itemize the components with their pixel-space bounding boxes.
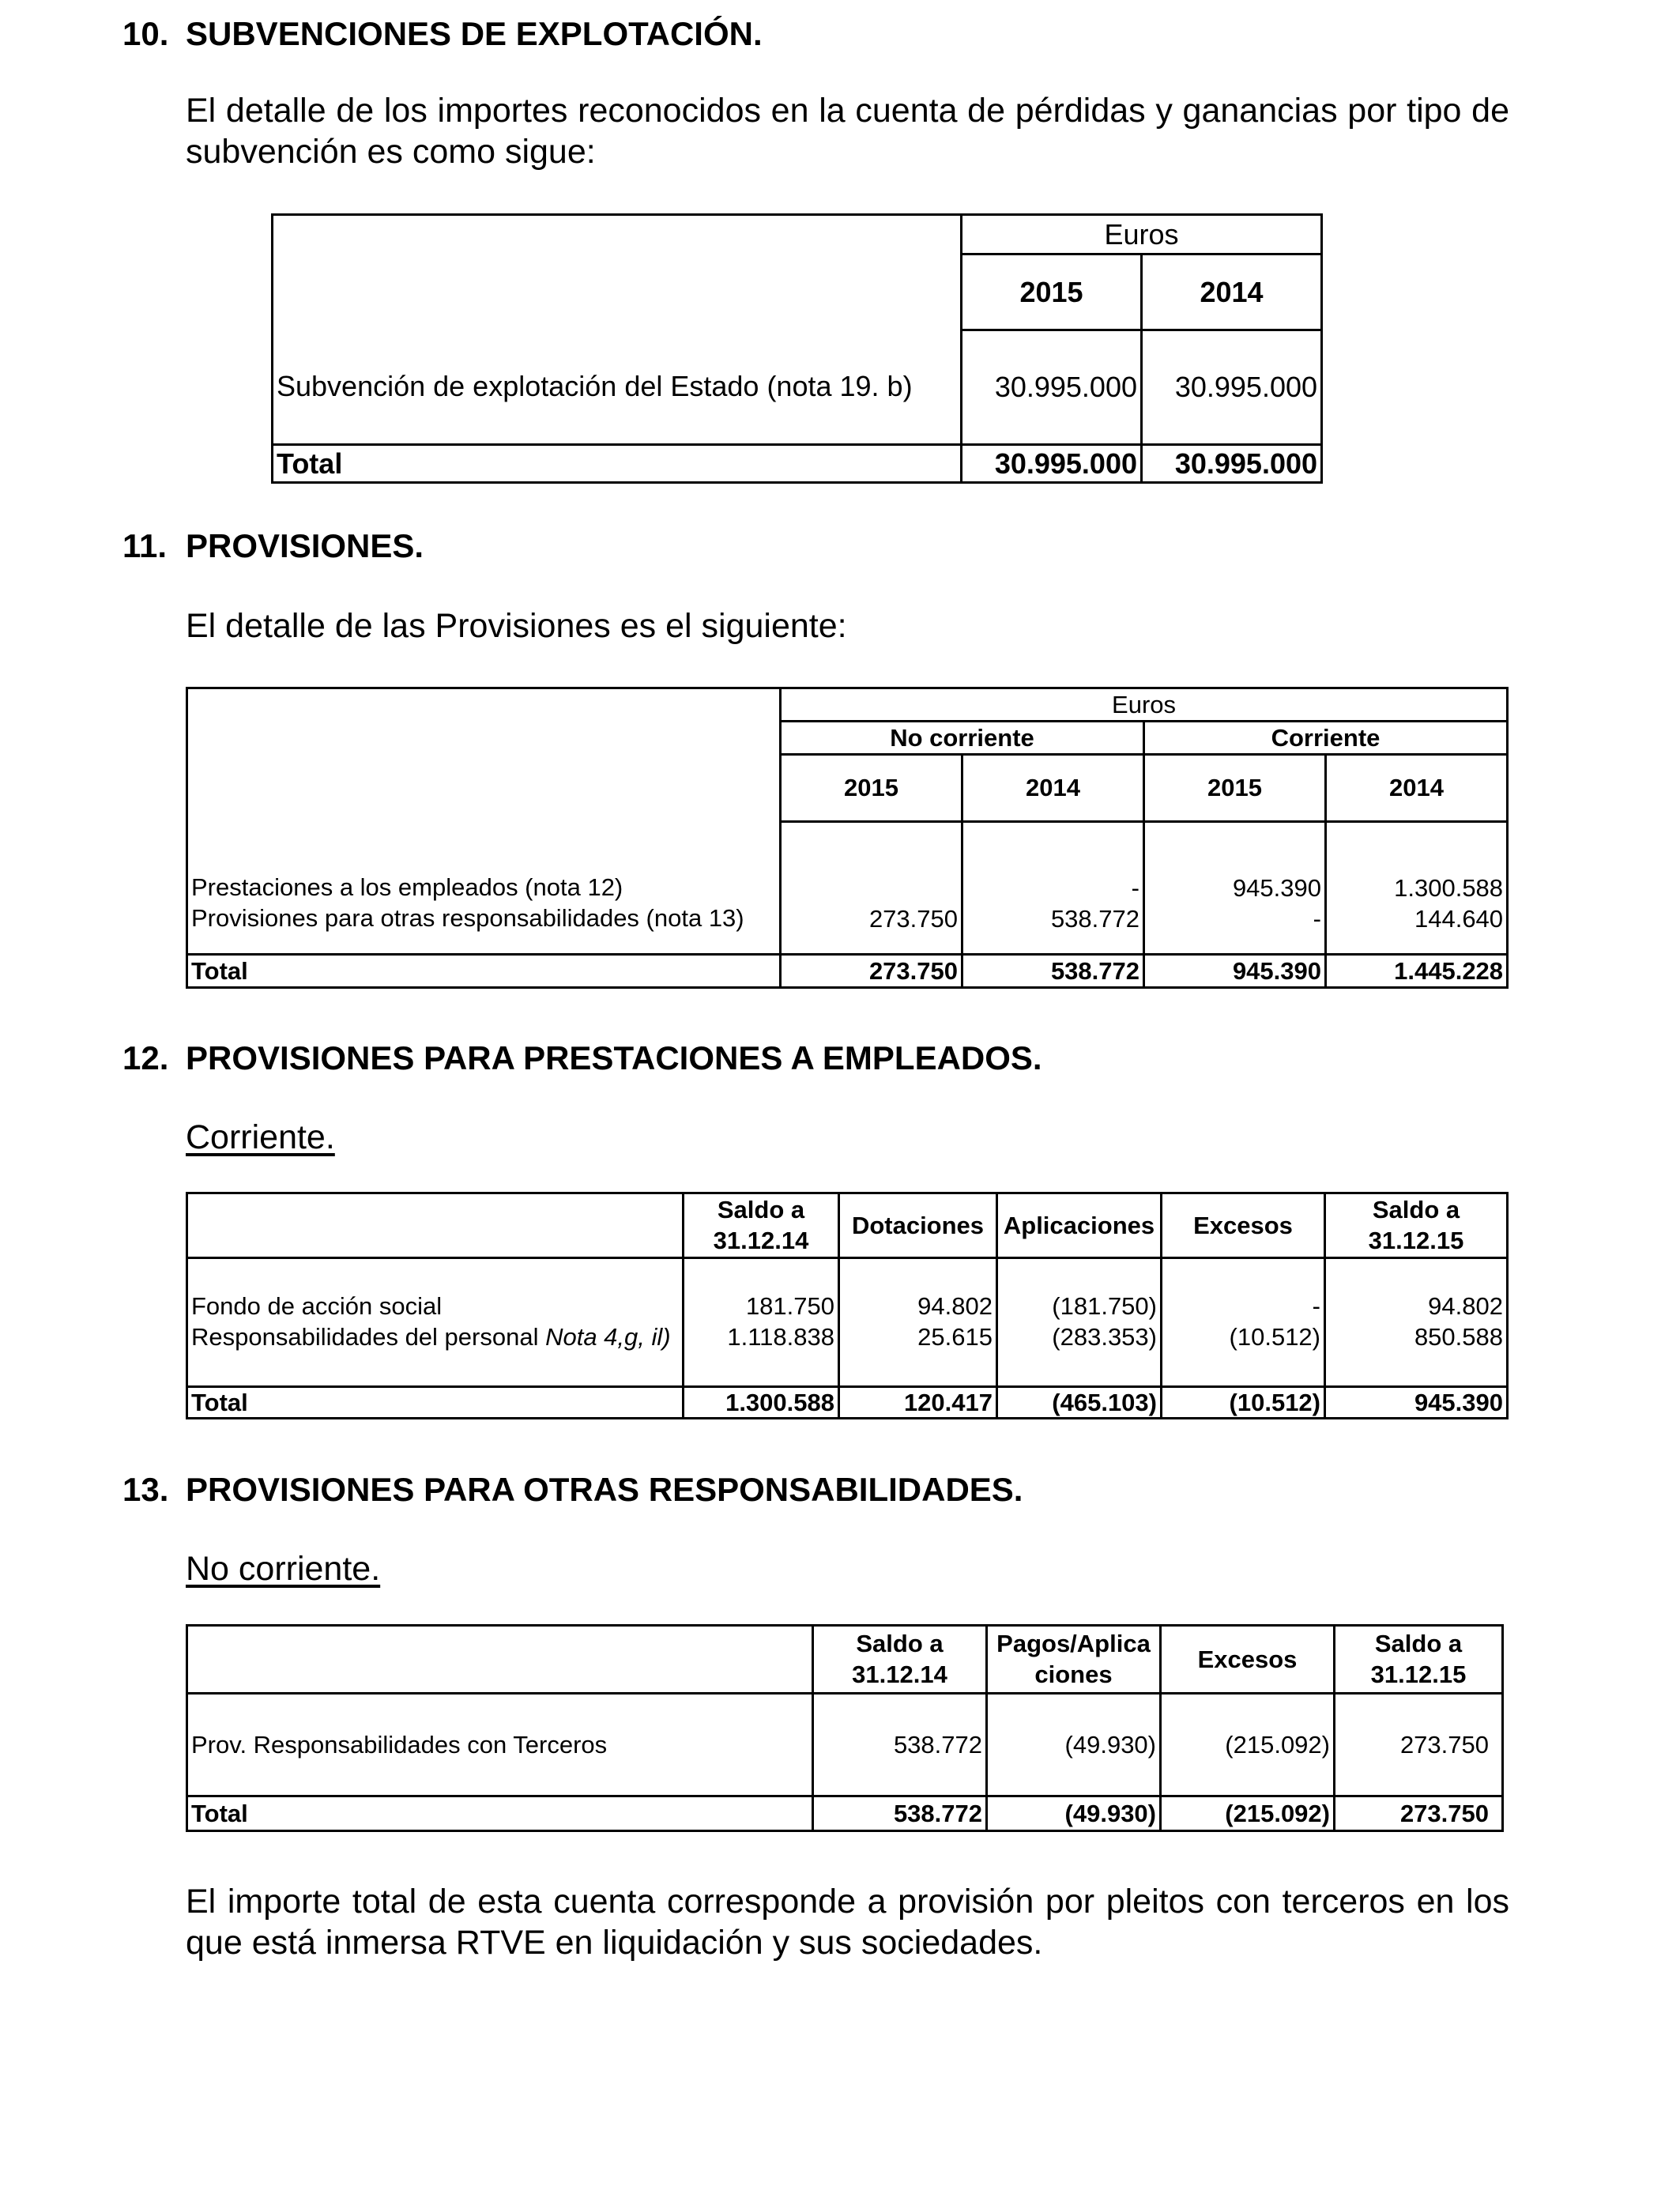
year-header: 2015 <box>781 755 962 822</box>
col-values <box>1144 822 1326 955</box>
cell-value: 30.995.000 <box>1142 445 1322 483</box>
col-values <box>1325 1258 1508 1387</box>
cell-value <box>785 873 958 904</box>
row-label: Prov. Responsabilidades con Terceros <box>187 1694 813 1796</box>
cell-value: (283.353) <box>1052 1323 1157 1351</box>
row-label: Fondo de acción social <box>191 1292 443 1321</box>
row-label: Prestaciones a los empleados (nota 12) <box>191 873 623 901</box>
header-saldo-final <box>1335 1626 1503 1694</box>
cell-value: - <box>1131 873 1139 902</box>
employee-provisions-table <box>186 1192 1509 1419</box>
total-label: Total <box>273 445 962 483</box>
section-11-intro: El detalle de las Provisiones es el siguiente: <box>186 607 847 645</box>
cell-value: 181.750 <box>745 1292 834 1321</box>
table-row <box>187 1258 1508 1387</box>
header-line: 31.12.14 <box>713 1226 809 1254</box>
cell-value: 94.802 <box>917 1292 993 1321</box>
cell-value: (215.092) <box>1161 1694 1335 1796</box>
section-title: PROVISIONES PARA PRESTACIONES A EMPLEADOS. <box>186 1039 1042 1076</box>
section-title: PROVISIONES. <box>186 527 424 564</box>
cell-value: (49.930) <box>987 1694 1161 1796</box>
currency-header: Euros <box>962 215 1322 254</box>
col-values <box>962 822 1144 955</box>
cell-value: 1.445.228 <box>1326 955 1508 988</box>
row-labels <box>187 822 781 955</box>
cell-value: (49.930) <box>987 1796 1161 1831</box>
table-corner-cell <box>187 1193 684 1258</box>
row-labels <box>187 1258 684 1387</box>
table-row <box>187 822 1508 955</box>
other-provisions-table <box>186 1624 1504 1832</box>
cell-value: (10.512) <box>1162 1387 1325 1419</box>
cell-value: 538.772 <box>962 955 1144 988</box>
cell-value: 25.615 <box>917 1323 993 1351</box>
cell-value: 273.750 <box>1335 1796 1503 1831</box>
header-pagos-aplicaciones <box>987 1626 1161 1694</box>
header-saldo-inicial <box>813 1626 987 1694</box>
table-corner-cell <box>273 215 962 330</box>
row-label: Provisiones para otras responsabilidades (nota 13) <box>191 903 744 932</box>
header-line: Saldo a <box>1374 1629 1463 1657</box>
table-corner-cell <box>187 1626 813 1694</box>
cell-value: 30.995.000 <box>1142 330 1322 445</box>
cell-value: 30.995.000 <box>962 445 1142 483</box>
cell-value: 538.772 <box>1050 904 1139 933</box>
section-12-heading <box>122 1039 1042 1076</box>
section-number: 11. <box>122 527 168 564</box>
col-values <box>1326 822 1508 955</box>
cell-value: 144.640 <box>1414 904 1504 933</box>
cell-value: (10.512) <box>1229 1323 1320 1351</box>
section-number: 12. <box>122 1039 169 1076</box>
header-dotaciones: Dotaciones <box>839 1193 997 1258</box>
cell-value: 273.750 <box>781 955 962 988</box>
cell-value: 120.417 <box>839 1387 997 1419</box>
year-header: 2014 <box>1326 755 1508 822</box>
table-corner-cell <box>187 688 781 822</box>
col-values <box>997 1258 1162 1387</box>
cell-value: 1.118.838 <box>727 1323 834 1351</box>
section-13-closing: El importe total de esta cuenta corresponde a provisión por pleitos con terceros en los que está inmersa RTVE en liquidación y sus sociedades. <box>186 1883 1509 1962</box>
col-values <box>839 1258 997 1387</box>
cell-value: (181.750) <box>1052 1292 1157 1321</box>
header-saldo-inicial <box>684 1193 839 1258</box>
header-line: Saldo a <box>1372 1195 1460 1223</box>
section-title: PROVISIONES PARA OTRAS RESPONSABILIDADES. <box>186 1471 1023 1508</box>
cell-value: 945.390 <box>1325 1387 1508 1419</box>
year-header: 2015 <box>1144 755 1326 822</box>
cell-value: 538.772 <box>813 1796 987 1831</box>
header-line: 31.12.14 <box>852 1660 947 1688</box>
currency-header: Euros <box>781 688 1508 722</box>
section-12-subtitle: Corriente. <box>186 1118 335 1156</box>
total-row <box>273 445 1322 483</box>
cell-value: 1.300.588 <box>1394 873 1504 902</box>
section-10-heading <box>122 17 763 51</box>
header-line: 31.12.15 <box>1370 1660 1467 1688</box>
cell-value: 850.588 <box>1414 1323 1503 1351</box>
section-11-heading <box>122 527 424 564</box>
header-excesos: Excesos <box>1161 1626 1335 1694</box>
cell-value: - <box>1312 1292 1320 1321</box>
year-header: 2014 <box>1142 254 1322 330</box>
header-line: 31.12.15 <box>1368 1226 1464 1254</box>
section-13-subtitle: No corriente. <box>186 1550 381 1588</box>
col-values <box>684 1258 839 1387</box>
header-line: ciones <box>1034 1660 1113 1688</box>
table-row <box>187 1694 1503 1796</box>
total-label: Total <box>187 955 781 988</box>
group-header-no-corriente: No corriente <box>781 722 1144 755</box>
row-label-text: Responsabilidades del personal <box>191 1323 546 1351</box>
subsidies-table <box>271 213 1323 484</box>
header-aplicaciones: Aplicaciones <box>997 1193 1162 1258</box>
group-header-corriente: Corriente <box>1144 722 1508 755</box>
section-number: 10. <box>122 15 169 52</box>
cell-value: 1.300.588 <box>684 1387 839 1419</box>
cell-value: 945.390 <box>1232 873 1321 902</box>
cell-value: 94.802 <box>1428 1292 1503 1321</box>
cell-value: 273.750 <box>868 904 958 933</box>
cell-value: 30.995.000 <box>962 330 1142 445</box>
cell-value: 945.390 <box>1144 955 1326 988</box>
row-label-note: Nota 4,g, il) <box>545 1323 671 1351</box>
header-excesos: Excesos <box>1162 1193 1325 1258</box>
col-values <box>1162 1258 1325 1387</box>
section-title: SUBVENCIONES DE EXPLOTACIÓN. <box>186 15 763 52</box>
total-label: Total <box>187 1796 813 1831</box>
total-row <box>187 1387 1508 1419</box>
row-label <box>191 1322 679 1353</box>
cell-value: (465.103) <box>997 1387 1162 1419</box>
year-header: 2014 <box>962 755 1144 822</box>
header-line: Saldo a <box>717 1195 805 1223</box>
provisions-table <box>186 687 1509 989</box>
table-row <box>273 330 1322 445</box>
total-row <box>187 1796 1503 1831</box>
section-10-intro: El detalle de los importes reconocidos en la cuenta de pérdidas y ganancias por tipo de subvención es como sigue: <box>186 92 1509 171</box>
header-line: Saldo a <box>856 1629 944 1657</box>
total-row <box>187 955 1508 988</box>
row-label: Subvención de explotación del Estado (nota 19. b) <box>273 330 962 445</box>
col-values <box>781 822 962 955</box>
header-line: Pagos/Aplica <box>996 1629 1151 1657</box>
cell-value: 273.750 <box>1335 1694 1503 1796</box>
cell-value: - <box>1313 904 1321 933</box>
cell-value: (215.092) <box>1161 1796 1335 1831</box>
section-number: 13. <box>122 1471 169 1508</box>
year-header: 2015 <box>962 254 1142 330</box>
total-label: Total <box>187 1387 684 1419</box>
header-saldo-final <box>1325 1193 1508 1258</box>
section-13-heading <box>122 1473 1023 1506</box>
cell-value: 538.772 <box>813 1694 987 1796</box>
